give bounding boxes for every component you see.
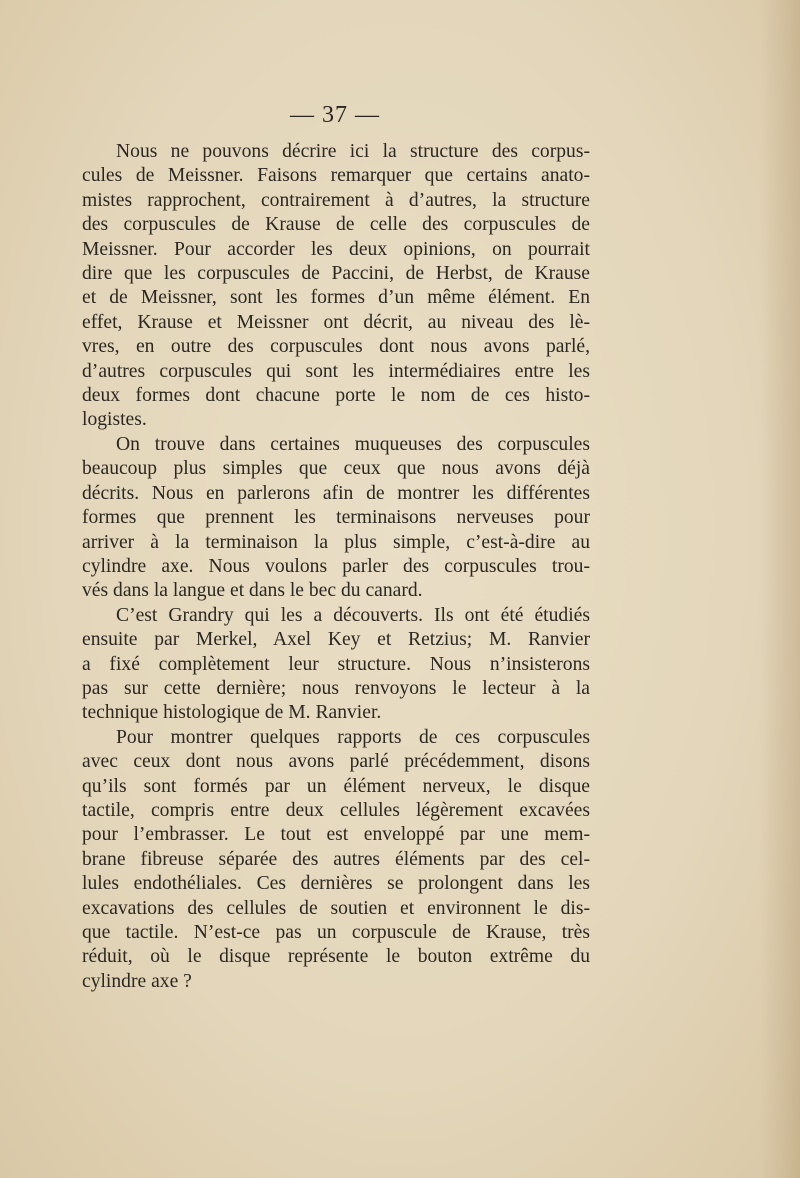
text-line: cylindre axe ? bbox=[82, 970, 192, 992]
text-line: effet, Krause et Meissner ont décrit, au niveau des lè- bbox=[82, 311, 590, 333]
text-line: Nous ne pouvons décrire ici la structure des corpus- bbox=[116, 141, 590, 162]
text-line: lules endothéliales. Ces dernières se prolongent dans les bbox=[82, 873, 590, 895]
text-line: et de Meissner, sont les formes d’un même élément. En bbox=[82, 287, 590, 309]
text-line: avec ceux dont nous avons parlé précédemment, disons bbox=[82, 751, 590, 773]
text-line: dire que les corpuscules de Paccini, de Herbst, de Krause bbox=[82, 263, 590, 285]
text-line: décrits. Nous en parlerons afin de montrer les différentes bbox=[82, 482, 590, 504]
text-line: a fixé complètement leur structure. Nous n’insisterons bbox=[82, 653, 590, 675]
text-line: Pour montrer quelques rapports de ces corpuscules bbox=[116, 726, 590, 748]
text-line: vres, en outre des corpuscules dont nous avons parlé, bbox=[82, 336, 590, 358]
text-line: ensuite par Merkel, Axel Key et Retzius; M. Ranvier bbox=[82, 629, 590, 651]
text-line: formes que prennent les terminaisons nerveuses pour bbox=[82, 507, 590, 529]
body-text bbox=[82, 140, 590, 994]
text-line: technique histologique de M. Ranvier. bbox=[82, 702, 382, 724]
text-line: réduit, où le disque représente le bouton extrême du bbox=[82, 946, 590, 968]
text-line: C’est Grandry qui les a découverts. Ils ont été étudiés bbox=[116, 604, 590, 626]
text-line: logistes. bbox=[82, 409, 147, 431]
text-line: cylindre axe. Nous voulons parler des corpuscules trou- bbox=[82, 555, 590, 577]
text-line: Meissner. Pour accorder les deux opinions, on pourrait bbox=[82, 238, 590, 260]
text-line: qu’ils sont formés par un élément nerveux, le disque bbox=[82, 775, 590, 797]
text-line: excavations des cellules de soutien et environnent le dis- bbox=[82, 897, 590, 919]
text-line: On trouve dans certaines muqueuses des corpuscules bbox=[116, 433, 590, 455]
text-line: que tactile. N’est-ce pas un corpuscule de Krause, très bbox=[82, 922, 590, 943]
text-line: vés dans la langue et dans le bec du canard. bbox=[82, 580, 423, 602]
text-line: arriver à la terminaison la plus simple, c’est-à-dire au bbox=[82, 531, 590, 553]
text-line: mistes rapprochent, contrairement à d’autres, la structure bbox=[82, 189, 590, 211]
text-line: beaucoup plus simples que ceux que nous avons déjà bbox=[82, 458, 590, 480]
text-line: cules de Meissner. Faisons remarquer que certains anato- bbox=[82, 165, 590, 187]
text-line: pour l’embrasser. Le tout est enveloppé par une mem- bbox=[82, 824, 590, 846]
page-number: — 37 — bbox=[290, 102, 380, 128]
text-line: pas sur cette dernière; nous renvoyons le lecteur à la bbox=[82, 677, 590, 699]
text-line: tactile, compris entre deux cellules légèrement excavées bbox=[82, 799, 590, 821]
text-line: d’autres corpuscules qui sont les intermédiaires entre les bbox=[82, 360, 590, 382]
text-line: des corpuscules de Krause de celle des corpuscules de bbox=[82, 214, 590, 236]
text-line: deux formes dont chacune porte le nom de ces histo- bbox=[82, 385, 590, 407]
page-edge-shadow bbox=[760, 0, 800, 1178]
text-line: brane fibreuse séparée des autres éléments par des cel- bbox=[82, 848, 590, 870]
